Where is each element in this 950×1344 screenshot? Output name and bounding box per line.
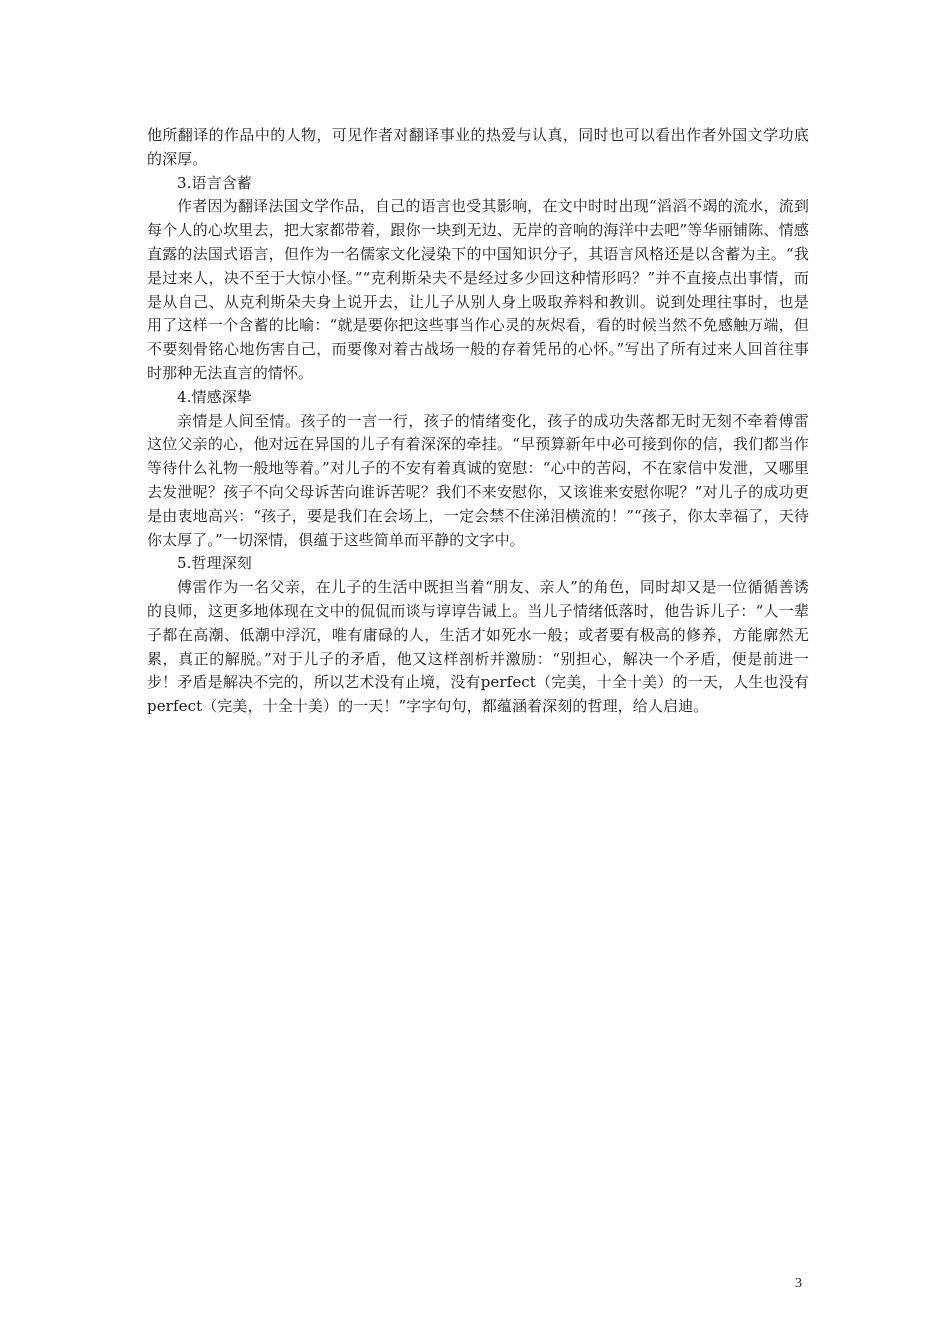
paragraph-emotion: 亲情是人间至情。孩子的一言一行，孩子的情绪变化，孩子的成功失落都无时无刻不牵着傅雷这位父亲的心，他对远在异国的儿子有着深深的牵挂。“早预算新年中必可接到你的信，我们都当作等待什么礼物一般地等着。”对儿子的不安有着真诚的宽慰：“心中的苦闷，不在家信中发泄，又哪里去发泄呢？孩子不向父母诉苦向谁诉苦呢？我们不来安慰你，又该谁来安慰你呢？”对儿子的成功更是由衷地高兴：“孩子，要是我们在会场上，一定会禁不住涕泪横流的！”“孩子，你太幸福了，天待你太厚了。”一切深情，俱蕴于这些简单而平静的文字中。 xyxy=(147,411,809,549)
section-heading-emotion: 4.情感深挚 xyxy=(177,387,252,406)
section-heading-philosophy: 5.哲理深刻 xyxy=(177,554,252,573)
page-number: 3 xyxy=(795,1276,802,1291)
section-heading-language: 3.语言含蓄 xyxy=(177,173,252,192)
paragraph-continuation: 他所翻译的作品中的人物，可见作者对翻译事业的热爱与认真，同时也可以看出作者外国文学功底的深厚。 xyxy=(147,126,809,168)
document-body xyxy=(147,124,809,719)
paragraph-language: 作者因为翻译法国文学作品，自己的语言也受其影响，在文中时时出现“滔滔不竭的流水，流到每个人的心坎里去，把大家都带着，跟你一块到无边、无岸的音响的海洋中去吧”等华丽铺陈、情感直露的法国式语言，但作为一名儒家文化浸染下的中国知识分子，其语言风格还是以含蓄为主。“我是过来人，决不至于大惊小怪。”“克利斯朵夫不是经过多少回这种情形吗？”并不直接点出事情，而是从自己、从克利斯朵夫身上说开去，让儿子从别人身上吸取养料和教训。说到处理往事时，也是用了这样一个含蓄的比喻：“就是要你把这些事当作心灵的灰烬看，看的时候当然不免感触万端，但不要刻骨铭心地伤害自己，而要像对着古战场一般的存着凭吊的心怀。”写出了所有过来人回首往事时那种无法直言的情怀。 xyxy=(147,197,809,382)
paragraph-philosophy: 傅雷作为一名父亲，在儿子的生活中既担当着“朋友、亲人”的角色，同时却又是一位循循善诱的良师，这更多地体现在文中的侃侃而谈与谆谆告诫上。当儿子情绪低落时，他告诉儿子：“人一辈子都在高潮、低潮中浮沉，唯有庸碌的人，生活才如死水一般；或者要有极高的修养，方能廓然无累，真正的解脱。”对于儿子的矛盾，他又这样剖析并激励：“别担心，解决一个矛盾，便是前进一步！矛盾是解决不完的，所以艺术没有止境，没有perfect（完美，十全十美）的一天，人生也没有perfect（完美，十全十美）的一天！”字字句句，都蕴涵着深刻的哲理，给人启迪。 xyxy=(147,578,809,716)
